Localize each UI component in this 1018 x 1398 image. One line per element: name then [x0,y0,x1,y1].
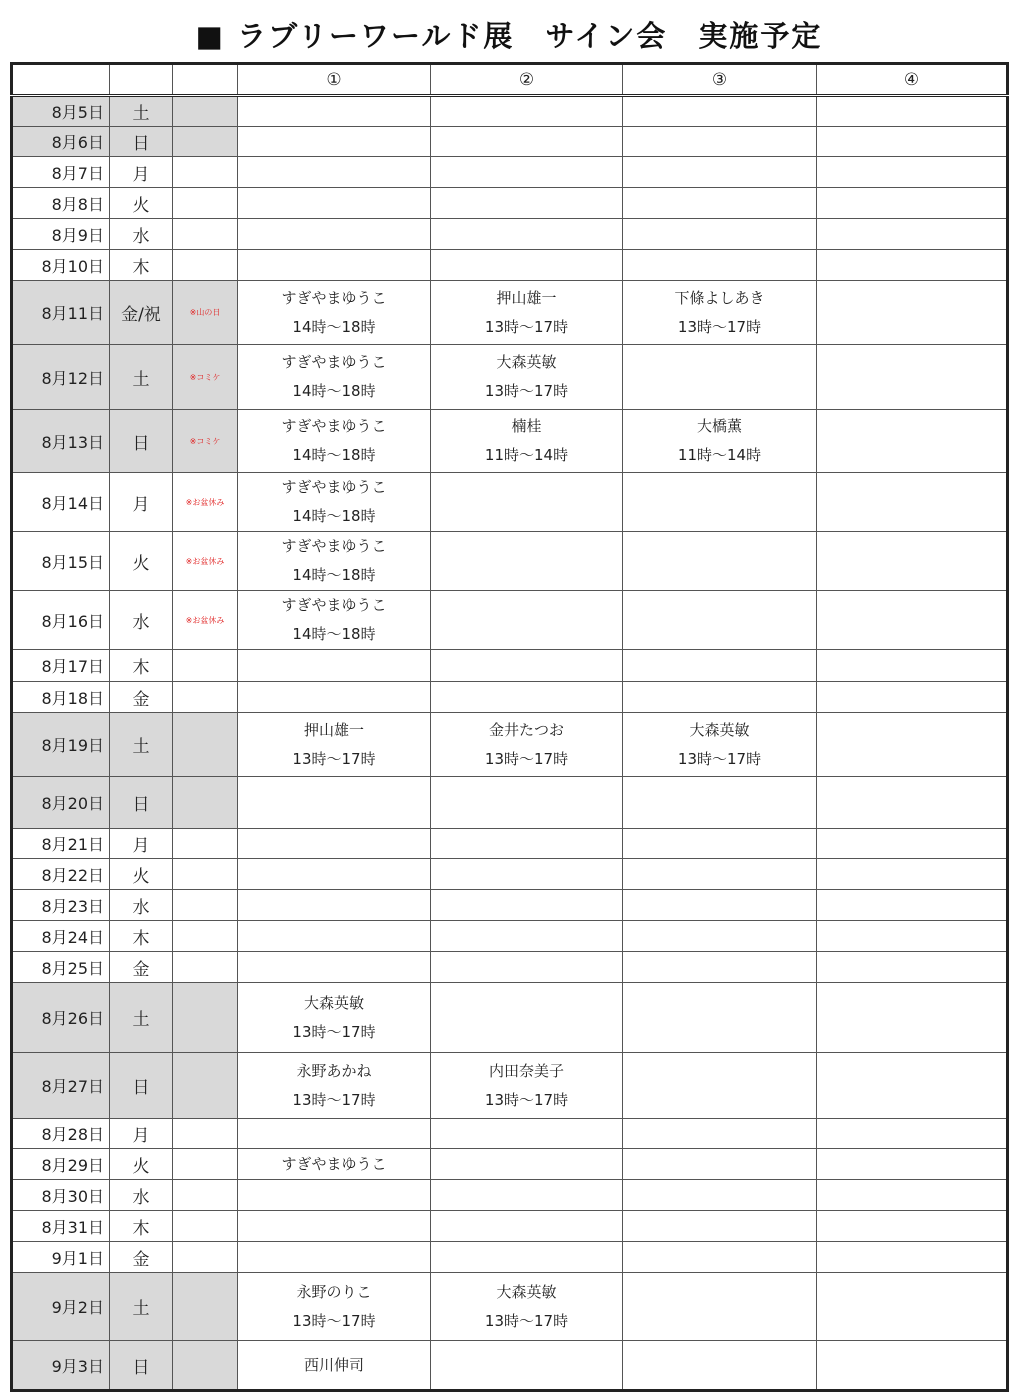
slot-cell [238,1341,431,1391]
date-cell: 8月13日 [12,410,110,473]
column-header [12,64,110,96]
weekday-cell: 日 [110,127,173,157]
slot-cell [431,188,623,219]
slot-cell [238,890,431,921]
slot-cell [431,921,623,952]
date-cell: 8月27日 [12,1053,110,1119]
note-cell [173,890,238,921]
time-range: 13時～17時 [292,1311,376,1330]
slot-cell [431,345,623,410]
artist-name: 押山雄一 [496,288,557,307]
date-cell: 8月31日 [12,1211,110,1242]
slot-cell [623,1242,817,1273]
slot-cell [817,859,1008,890]
note-cell [173,650,238,682]
slot-cell [431,983,623,1053]
slot-cell [623,1180,817,1211]
artist-name: 大橋薫 [696,417,742,435]
slot-cell [623,777,817,829]
slot-cell [431,682,623,713]
table-row [12,1211,1008,1242]
slot-cell [817,952,1008,983]
note-cell [173,777,238,829]
artist-name: 下條よしあき [674,288,765,307]
slot-cell [623,532,817,591]
slot-cell [623,473,817,532]
slot-cell [817,473,1008,532]
note-cell [173,983,238,1053]
note-cell [173,1211,238,1242]
time-range: 14時～18時 [292,317,376,336]
note-cell [173,157,238,188]
slot-cell [623,952,817,983]
table-row [12,410,1008,473]
table-row [12,157,1008,188]
date-cell: 8月21日 [12,829,110,859]
artist-name: 大森英敏 [689,720,750,739]
slot-cell [623,281,817,345]
time-range: 13時～17時 [484,317,569,336]
note-cell: ※コミケ [173,345,238,410]
date-cell: 8月30日 [12,1180,110,1211]
slot-cell [623,127,817,157]
note-cell [173,250,238,281]
slot-cell [623,682,817,713]
weekday-cell: 金 [110,1242,173,1273]
slot-cell [817,650,1008,682]
weekday-cell: 土 [110,345,173,410]
note-cell [173,1119,238,1149]
date-cell: 8月20日 [12,777,110,829]
slot-cell [623,713,817,777]
slot-cell [817,921,1008,952]
slot-cell [431,157,623,188]
table-row [12,682,1008,713]
note-cell [173,219,238,250]
weekday-cell: 火 [110,532,173,591]
slot-cell [431,1180,623,1211]
date-cell: 8月17日 [12,650,110,682]
weekday-cell: 水 [110,219,173,250]
weekday-cell: 木 [110,1211,173,1242]
slot-cell [238,921,431,952]
slot-cell [238,713,431,777]
artist-name: 押山雄一 [303,720,364,739]
slot-cell [431,952,623,983]
date-cell: 8月28日 [12,1119,110,1149]
slot-cell [431,859,623,890]
table-row [12,96,1008,127]
date-cell: 8月8日 [12,188,110,219]
slot-cell [238,650,431,682]
column-header [173,64,238,96]
artist-name: 永野のりこ [296,1282,372,1301]
slot-cell [431,127,623,157]
date-cell: 8月19日 [12,713,110,777]
table-row [12,1341,1008,1391]
weekday-cell: 土 [110,983,173,1053]
artist-name: 西川伸司 [303,1355,364,1374]
time-range: 13時～17時 [292,749,376,768]
note-cell [173,127,238,157]
time-range: 13時～17時 [484,382,569,400]
weekday-cell: 金/祝 [110,281,173,345]
table-row [12,127,1008,157]
table-row [12,713,1008,777]
slot-cell [623,1149,817,1180]
weekday-cell: 木 [110,250,173,281]
table-row [12,591,1008,650]
slot-cell [238,1180,431,1211]
slot-cell [238,250,431,281]
date-cell: 8月22日 [12,859,110,890]
artist-name: すぎやまゆうこ [281,353,387,371]
column-header: ① [238,64,431,96]
slot-cell [623,1211,817,1242]
slot-cell [817,713,1008,777]
artist-name: すぎやまゆうこ [281,417,387,435]
slot-cell [431,281,623,345]
slot-cell [817,1180,1008,1211]
slot-cell [623,188,817,219]
time-range: 13時～17時 [292,1022,376,1041]
artist-name: 金井たつお [488,720,564,739]
slot-cell [238,1273,431,1341]
date-cell: 8月12日 [12,345,110,410]
note-cell [173,1341,238,1391]
slot-cell [238,1149,431,1180]
slot-cell [817,829,1008,859]
slot-cell [431,829,623,859]
slot-cell [238,829,431,859]
table-row [12,1053,1008,1119]
slot-cell [431,591,623,650]
slot-cell [817,1242,1008,1273]
weekday-cell: 水 [110,1180,173,1211]
slot-cell [817,127,1008,157]
note-cell [173,952,238,983]
slot-cell [817,96,1008,127]
weekday-cell: 火 [110,1149,173,1180]
weekday-cell: 金 [110,952,173,983]
slot-cell [238,777,431,829]
slot-cell [623,983,817,1053]
slot-cell [817,1273,1008,1341]
weekday-cell: 月 [110,829,173,859]
weekday-cell: 日 [110,1053,173,1119]
weekday-cell: 月 [110,1119,173,1149]
date-cell: 8月6日 [12,127,110,157]
table-row [12,983,1008,1053]
table-row [12,345,1008,410]
artist-name: すぎやまゆうこ [281,288,387,307]
date-cell: 8月14日 [12,473,110,532]
slot-cell [238,532,431,591]
date-cell: 9月2日 [12,1273,110,1341]
table-row [12,1242,1008,1273]
slot-cell [238,682,431,713]
page-title: ■ ラブリーワールド展 サイン会 実施予定 [195,19,823,53]
slot-cell [238,96,431,127]
date-cell: 8月23日 [12,890,110,921]
artist-name: 大森英敏 [496,1282,557,1301]
date-cell: 8月25日 [12,952,110,983]
note-cell [173,921,238,952]
column-header: ② [431,64,623,96]
table-row [12,1273,1008,1341]
slot-cell [431,1119,623,1149]
slot-cell [431,1053,623,1119]
slot-cell [431,219,623,250]
header-row [12,64,1008,96]
slot-cell [817,1119,1008,1149]
slot-cell [623,829,817,859]
slot-cell [817,1149,1008,1180]
date-cell: 8月18日 [12,682,110,713]
table-row [12,219,1008,250]
slot-cell [238,127,431,157]
slot-cell [817,345,1008,410]
table-row [12,281,1008,345]
artist-name: 大森英敏 [303,993,364,1012]
slot-cell [238,859,431,890]
date-cell: 8月7日 [12,157,110,188]
weekday-cell: 日 [110,1341,173,1391]
weekday-cell: 木 [110,650,173,682]
artist-name: 永野あかね [296,1061,372,1080]
slot-cell [238,219,431,250]
slot-cell [431,1273,623,1341]
slot-cell [817,591,1008,650]
slot-cell [623,921,817,952]
slot-cell [817,1053,1008,1119]
slot-cell [817,777,1008,829]
table-row [12,859,1008,890]
artist-name: 大森英敏 [496,353,557,371]
slot-cell [817,410,1008,473]
table-row [12,188,1008,219]
slot-cell [817,532,1008,591]
slot-cell [817,983,1008,1053]
slot-cell [817,890,1008,921]
slot-cell [623,1119,817,1149]
slot-cell [431,890,623,921]
slot-cell [238,952,431,983]
slot-cell [817,157,1008,188]
note-cell [173,682,238,713]
slot-cell [623,859,817,890]
slot-cell [431,650,623,682]
weekday-cell: 土 [110,713,173,777]
time-range: 13時～17時 [484,749,569,768]
weekday-cell: 水 [110,890,173,921]
note-cell [173,859,238,890]
slot-cell [623,591,817,650]
slot-cell [817,188,1008,219]
note-cell [173,1149,238,1180]
table-row [12,650,1008,682]
slot-cell [623,650,817,682]
weekday-cell: 日 [110,410,173,473]
slot-cell [623,96,817,127]
artist-name: すぎやまゆうこ [281,478,387,496]
slot-cell [238,410,431,473]
date-cell: 8月24日 [12,921,110,952]
column-header [110,64,173,96]
weekday-cell: 火 [110,188,173,219]
date-cell: 9月1日 [12,1242,110,1273]
slot-cell [817,219,1008,250]
slot-cell [817,281,1008,345]
note-cell: ※山の日 [173,281,238,345]
time-range: 13時～17時 [677,317,762,336]
slot-cell [623,250,817,281]
slot-cell [431,713,623,777]
date-cell: 8月29日 [12,1149,110,1180]
slot-cell [238,1053,431,1119]
date-cell: 8月11日 [12,281,110,345]
slot-cell [431,410,623,473]
time-range: 11時～14時 [677,446,762,464]
weekday-cell: 月 [110,157,173,188]
note-cell [173,1180,238,1211]
slot-cell [238,473,431,532]
artist-name: すぎやまゆうこ [281,537,387,555]
date-cell: 8月26日 [12,983,110,1053]
table-row [12,1119,1008,1149]
table-row [12,1180,1008,1211]
slot-cell [431,250,623,281]
time-range: 13時～17時 [677,749,762,768]
note-cell: ※お盆休み [173,591,238,650]
date-cell: 8月15日 [12,532,110,591]
table-row [12,473,1008,532]
slot-cell [817,1211,1008,1242]
slot-cell [238,157,431,188]
slot-cell [238,1242,431,1273]
artist-name: すぎやまゆうこ [281,1154,387,1173]
slot-cell [623,345,817,410]
date-cell: 8月5日 [12,96,110,127]
time-range: 14時～18時 [292,382,376,400]
slot-cell [238,1211,431,1242]
artist-name: すぎやまゆうこ [281,596,387,614]
slot-cell [431,1211,623,1242]
slot-cell [623,1273,817,1341]
slot-cell [623,410,817,473]
slot-cell [431,777,623,829]
weekday-cell: 月 [110,473,173,532]
note-cell: ※お盆休み [173,473,238,532]
note-cell [173,829,238,859]
slot-cell [431,473,623,532]
table-row [12,1149,1008,1180]
slot-cell [238,345,431,410]
date-cell: 8月10日 [12,250,110,281]
time-range: 13時～17時 [484,1311,569,1330]
table-row [12,250,1008,281]
weekday-cell: 土 [110,96,173,127]
schedule-table [10,62,1009,1392]
date-cell: 9月3日 [12,1341,110,1391]
slot-cell [817,1341,1008,1391]
note-cell [173,713,238,777]
table-row [12,952,1008,983]
weekday-cell: 土 [110,1273,173,1341]
slot-cell [431,1341,623,1391]
date-cell: 8月16日 [12,591,110,650]
note-cell [173,96,238,127]
table-row [12,777,1008,829]
time-range: 14時～18時 [292,507,376,525]
time-range: 13時～17時 [484,1090,569,1109]
table-row [12,829,1008,859]
slot-cell [238,281,431,345]
note-cell: ※コミケ [173,410,238,473]
artist-name: 楠桂 [511,417,542,435]
time-range: 11時～14時 [484,446,569,464]
note-cell [173,188,238,219]
slot-cell [431,96,623,127]
weekday-cell: 火 [110,859,173,890]
slot-cell [623,1341,817,1391]
note-cell: ※お盆休み [173,532,238,591]
slot-cell [238,591,431,650]
slot-cell [431,1149,623,1180]
slot-cell [817,250,1008,281]
column-header: ③ [623,64,817,96]
table-row [12,890,1008,921]
weekday-cell: 日 [110,777,173,829]
time-range: 13時～17時 [292,1090,376,1109]
note-cell [173,1242,238,1273]
artist-name: 内田奈美子 [488,1061,564,1080]
slot-cell [238,1119,431,1149]
table-row [12,921,1008,952]
date-cell: 8月9日 [12,219,110,250]
note-cell [173,1053,238,1119]
slot-cell [623,219,817,250]
time-range: 14時～18時 [292,566,376,584]
slot-cell [623,890,817,921]
time-range: 14時～18時 [292,446,376,464]
weekday-cell: 木 [110,921,173,952]
slot-cell [238,188,431,219]
slot-cell [238,983,431,1053]
slot-cell [431,1242,623,1273]
slot-cell [431,532,623,591]
column-header: ④ [817,64,1008,96]
time-range: 14時～18時 [292,625,376,643]
weekday-cell: 金 [110,682,173,713]
slot-cell [623,157,817,188]
note-cell [173,1273,238,1341]
weekday-cell: 水 [110,591,173,650]
slot-cell [623,1053,817,1119]
table-row [12,532,1008,591]
slot-cell [817,682,1008,713]
